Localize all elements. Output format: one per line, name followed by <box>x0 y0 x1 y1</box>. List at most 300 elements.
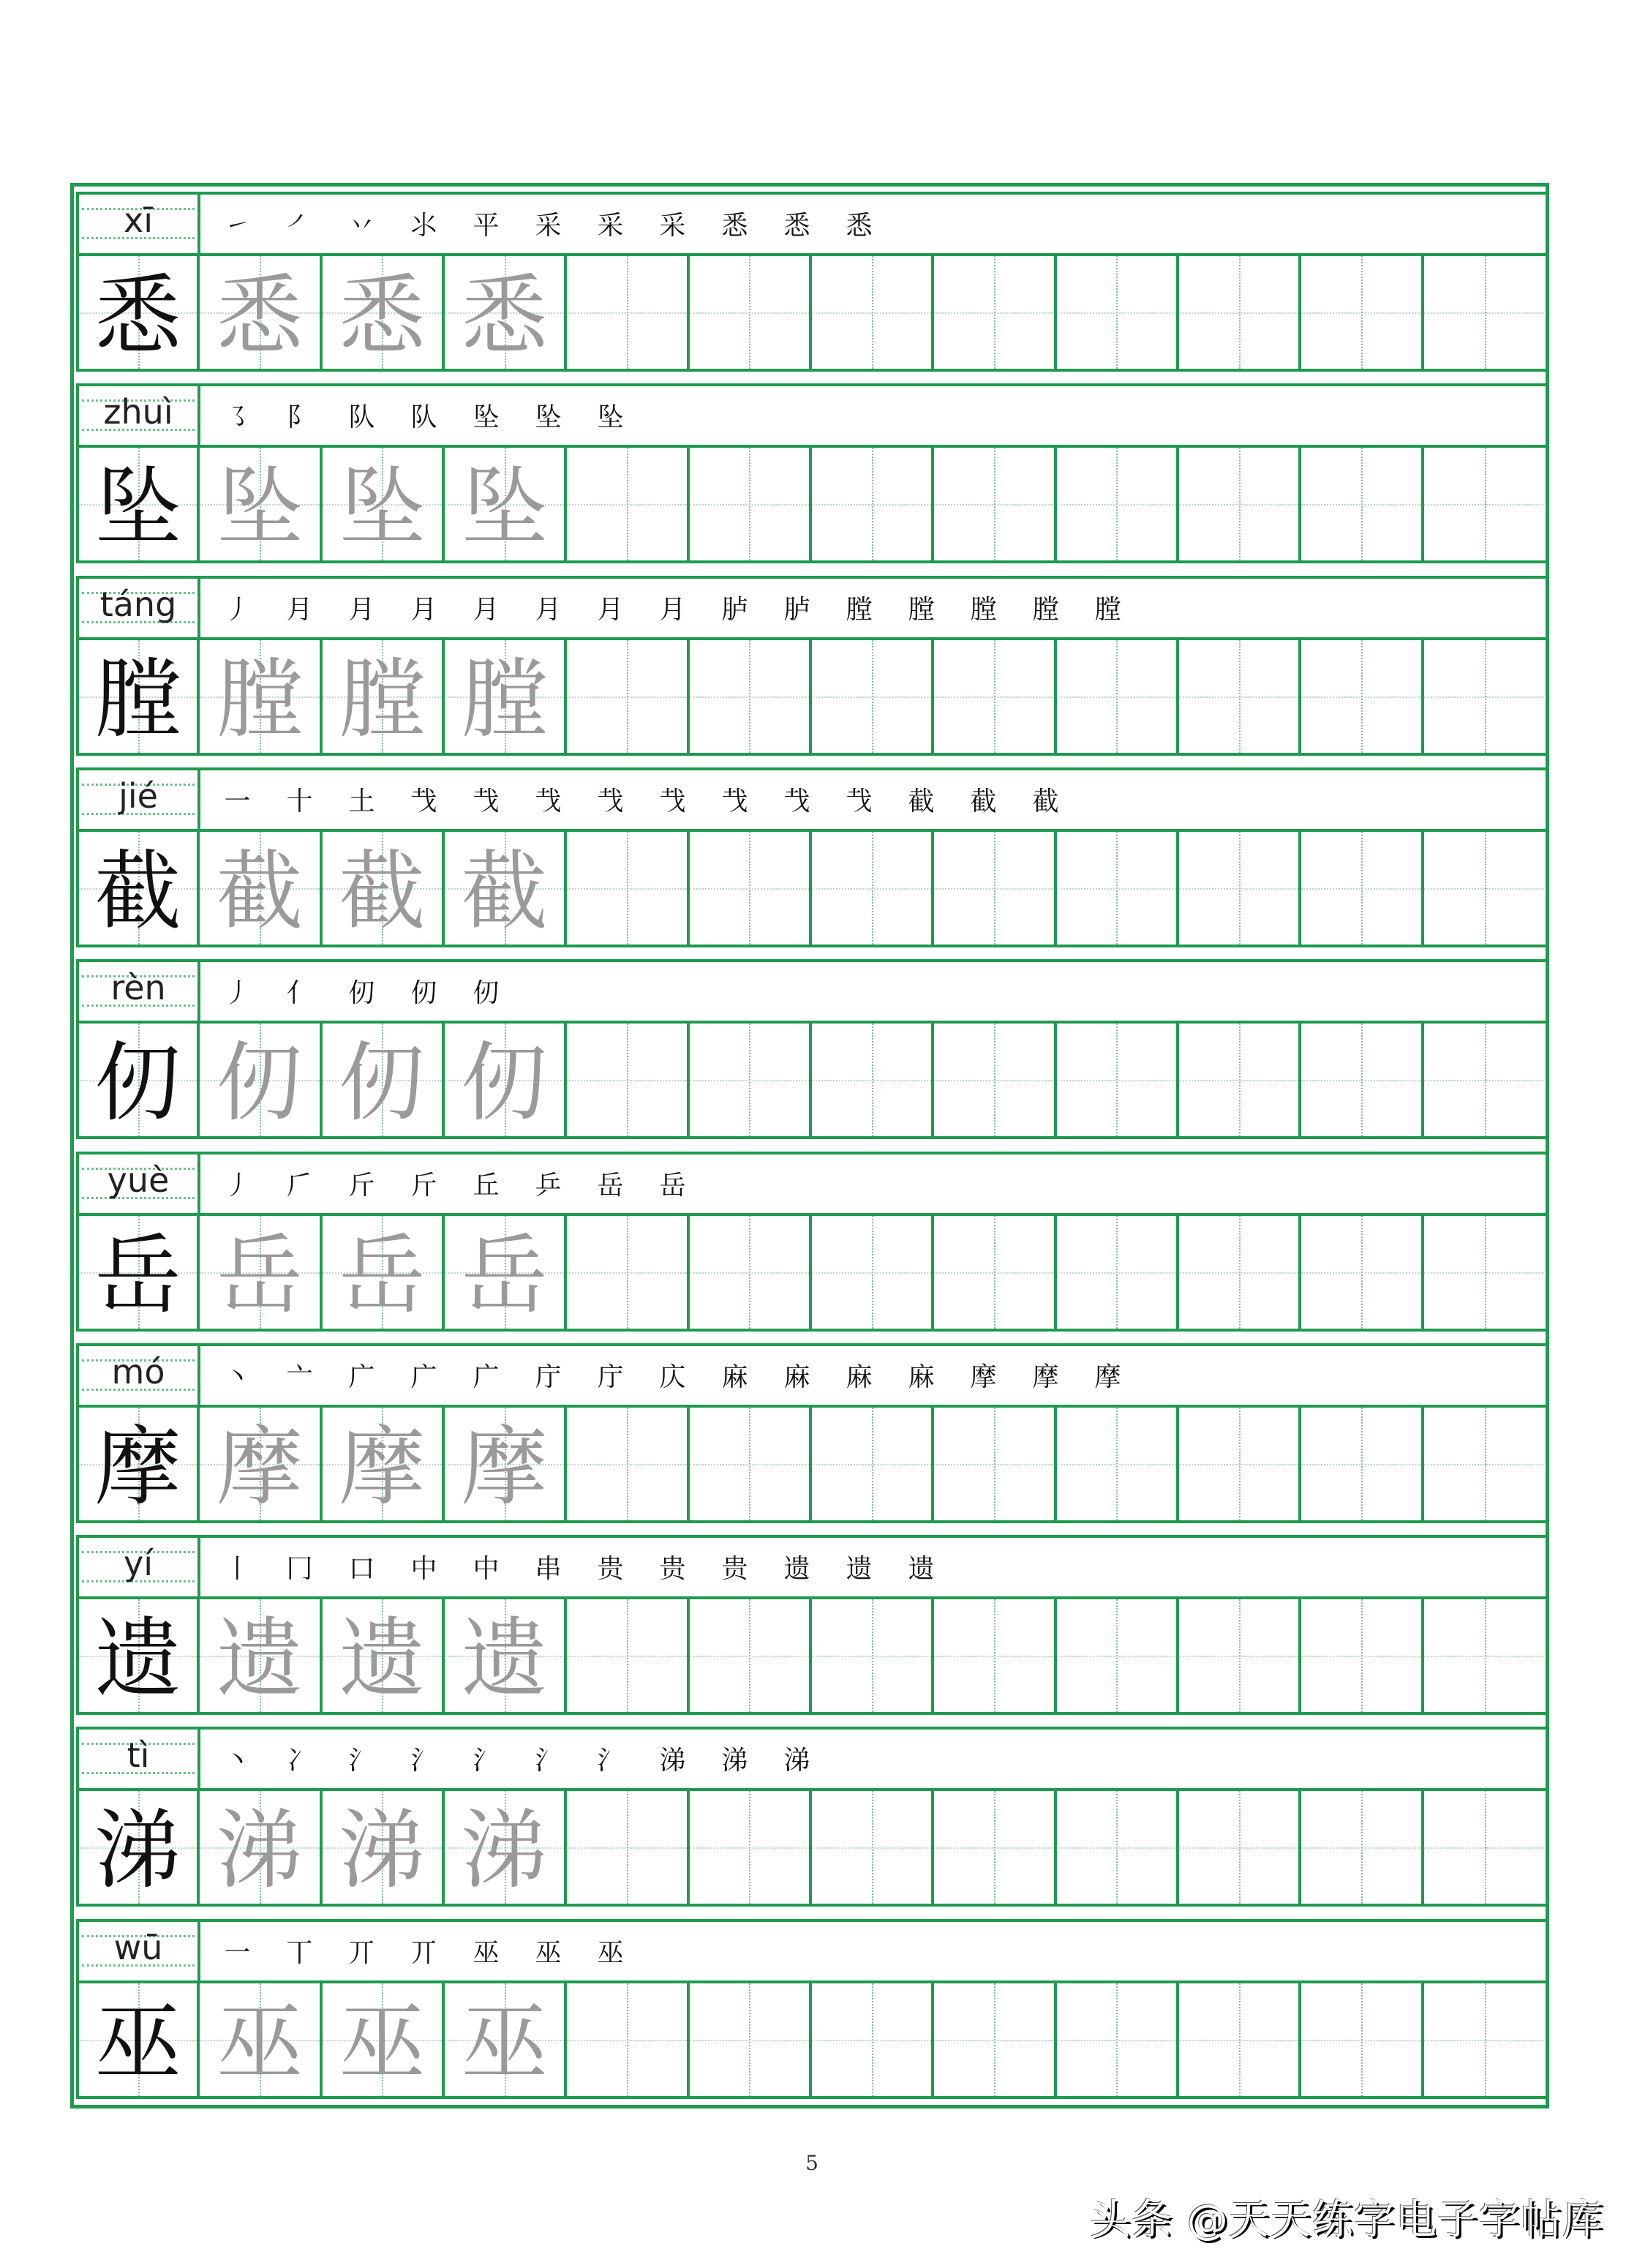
practice-cell <box>323 1599 445 1712</box>
practice-cell[interactable] <box>1057 1599 1179 1712</box>
pinyin-cell <box>79 1730 200 1788</box>
practice-cell[interactable] <box>1301 1408 1423 1520</box>
pinyin-row <box>79 1538 1546 1599</box>
pinyin-row <box>79 962 1546 1024</box>
practice-cell <box>200 832 322 945</box>
stroke-step: 膛 <box>970 594 997 625</box>
model-character: 涕 <box>94 1800 181 1901</box>
stroke-step: 丅 <box>286 1937 313 1968</box>
model-character: 坠 <box>94 457 181 558</box>
stroke-order <box>206 589 1139 626</box>
pinyin: yí <box>123 1544 153 1584</box>
stroke-step: 岳 <box>597 1170 624 1201</box>
practice-row <box>79 640 1546 753</box>
stroke-step: 悉 <box>721 211 748 241</box>
pinyin-row <box>79 386 1546 448</box>
practice-cell[interactable] <box>1179 1599 1301 1712</box>
practice-cell[interactable] <box>934 256 1056 369</box>
stroke-step: 遗 <box>783 1554 810 1585</box>
stroke-step: 队 <box>348 402 375 433</box>
stroke-step: 贵 <box>659 1554 686 1585</box>
stroke-order <box>206 1740 828 1777</box>
practice-cell[interactable] <box>1179 448 1301 560</box>
trace-character: 坠 <box>339 457 426 558</box>
practice-cell[interactable] <box>1424 256 1546 369</box>
stroke-step: 月 <box>535 594 562 625</box>
stroke-step: 斤 <box>348 1170 375 1201</box>
practice-cell[interactable] <box>1179 1408 1301 1520</box>
practice-cell[interactable] <box>1301 1216 1423 1329</box>
trace-character: 岳 <box>339 1224 426 1326</box>
practice-cell[interactable] <box>567 640 689 753</box>
model-cell <box>79 1599 200 1712</box>
stroke-step: 丨 <box>224 1554 251 1585</box>
practice-cell[interactable] <box>1424 832 1546 945</box>
practice-cell[interactable] <box>1179 1791 1301 1904</box>
trace-character: 仞 <box>217 1032 304 1134</box>
pinyin-cell <box>79 386 200 445</box>
practice-cell[interactable] <box>567 1408 689 1520</box>
practice-cell <box>323 256 445 369</box>
stroke-step: 贵 <box>597 1554 624 1585</box>
practice-cell[interactable] <box>1301 448 1423 560</box>
stroke-step: 月 <box>597 594 624 625</box>
stroke-step: 口 <box>348 1554 375 1585</box>
practice-cell[interactable] <box>1057 640 1179 753</box>
trace-character: 涕 <box>461 1800 548 1901</box>
practice-cell <box>200 1599 322 1712</box>
stroke-step: 广 <box>410 1362 437 1392</box>
practice-cell[interactable] <box>1424 1983 1546 2096</box>
stroke-step: 坠 <box>535 402 562 433</box>
pinyin: tì <box>127 1735 150 1776</box>
stroke-step: 巫 <box>535 1937 562 1968</box>
stroke-step: 斤 <box>410 1170 437 1201</box>
stroke-step: 坠 <box>597 402 624 433</box>
stroke-step: 膛 <box>846 594 873 625</box>
trace-character: 摩 <box>339 1416 426 1517</box>
practice-cell[interactable] <box>1301 256 1423 369</box>
stroke-step: 摩 <box>1094 1362 1121 1392</box>
practice-cell[interactable] <box>812 1216 934 1329</box>
stroke-step: ㇀ <box>224 211 251 241</box>
stroke-step: 月 <box>473 594 500 625</box>
stroke-step: 丿 <box>224 978 251 1009</box>
practice-cell[interactable] <box>1179 256 1301 369</box>
practice-cell[interactable] <box>812 256 934 369</box>
watermark: 头条 @天天练字电子字帖库 <box>1090 2196 1604 2244</box>
practice-cell[interactable] <box>1057 832 1179 945</box>
practice-cell[interactable] <box>1057 1983 1179 2096</box>
practice-cell[interactable] <box>934 832 1056 945</box>
practice-cell <box>323 448 445 560</box>
stroke-order <box>206 1165 704 1202</box>
stroke-step: 月 <box>410 594 437 625</box>
stroke-step: 广 <box>473 1362 500 1392</box>
stroke-step: 冂 <box>286 1554 313 1585</box>
practice-cell[interactable] <box>567 1216 689 1329</box>
practice-cell[interactable] <box>1179 1024 1301 1136</box>
stroke-step: 截 <box>908 786 935 816</box>
pinyin: xī <box>123 200 153 240</box>
model-cell <box>79 448 200 560</box>
model-character: 巫 <box>94 1991 181 2093</box>
pinyin-cell <box>79 1346 200 1405</box>
practice-cell[interactable] <box>690 1408 812 1520</box>
stroke-step: 阝 <box>286 402 313 433</box>
practice-cell[interactable] <box>812 1599 934 1712</box>
stroke-step: 摩 <box>970 1362 997 1392</box>
stroke-step: 𢦏 <box>783 786 810 816</box>
trace-character: 悉 <box>339 265 426 366</box>
stroke-step: 麻 <box>908 1362 935 1392</box>
model-cell <box>79 1024 200 1136</box>
stroke-order <box>206 781 1077 818</box>
practice-cell[interactable] <box>567 832 689 945</box>
practice-cell[interactable] <box>1179 1983 1301 2096</box>
practice-cell[interactable] <box>1179 832 1301 945</box>
character-block <box>76 1727 1549 1907</box>
trace-character: 岳 <box>217 1224 304 1326</box>
trace-character: 遗 <box>461 1608 548 1710</box>
practice-cell[interactable] <box>812 640 934 753</box>
practice-cell[interactable] <box>1057 1791 1179 1904</box>
stroke-step: 膛 <box>1032 594 1059 625</box>
practice-cell <box>445 1983 567 2096</box>
practice-cell <box>323 1216 445 1329</box>
character-block <box>76 1152 1549 1332</box>
practice-cell[interactable] <box>812 832 934 945</box>
stroke-step: 氵 <box>597 1746 624 1776</box>
model-character: 膛 <box>94 648 181 750</box>
practice-cell[interactable] <box>690 1791 812 1904</box>
practice-cell <box>200 448 322 560</box>
stroke-step: 𢦏 <box>473 786 500 816</box>
practice-cell[interactable] <box>690 1216 812 1329</box>
practice-cell[interactable] <box>1057 1216 1179 1329</box>
practice-row <box>79 1408 1546 1520</box>
pinyin-cell <box>79 1538 200 1596</box>
stroke-step: 队 <box>410 402 437 433</box>
model-cell <box>79 1791 200 1904</box>
pinyin-cell <box>79 770 200 829</box>
practice-cell[interactable] <box>1301 1791 1423 1904</box>
stroke-step: 仞 <box>473 978 500 1009</box>
stroke-step: 土 <box>348 786 375 816</box>
practice-cell <box>200 1408 322 1520</box>
stroke-step: 贵 <box>721 1554 748 1585</box>
stroke-step: 丌 <box>410 1937 437 1968</box>
model-cell <box>79 1216 200 1329</box>
pinyin-cell <box>79 962 200 1021</box>
practice-cell <box>323 1408 445 1520</box>
stroke-step: 庂 <box>659 1362 686 1392</box>
practice-cell[interactable] <box>1057 1408 1179 1520</box>
stroke-step: 巫 <box>597 1937 624 1968</box>
stroke-step: 乒 <box>535 1170 562 1201</box>
practice-cell[interactable] <box>934 448 1056 560</box>
trace-character: 巫 <box>461 1991 548 2093</box>
practice-cell[interactable] <box>1424 1216 1546 1329</box>
stroke-step: 采 <box>597 211 624 241</box>
character-block <box>76 1535 1549 1715</box>
practice-cell[interactable] <box>812 448 934 560</box>
practice-cell[interactable] <box>690 1599 812 1712</box>
practice-cell <box>200 1024 322 1136</box>
stroke-step: 丌 <box>348 1937 375 1968</box>
practice-cell[interactable] <box>1424 448 1546 560</box>
stroke-step: 遗 <box>908 1554 935 1585</box>
stroke-order <box>206 205 890 242</box>
practice-cell <box>445 1408 567 1520</box>
stroke-step: 膛 <box>1094 594 1121 625</box>
stroke-step: 𢦏 <box>721 786 748 816</box>
character-block <box>76 192 1549 372</box>
practice-cell[interactable] <box>690 640 812 753</box>
stroke-step: 涕 <box>721 1746 748 1776</box>
trace-character: 仞 <box>339 1032 426 1134</box>
character-block <box>76 383 1549 563</box>
practice-cell[interactable] <box>690 256 812 369</box>
pinyin-row <box>79 1922 1546 1983</box>
practice-cell <box>445 1024 567 1136</box>
pinyin: zhuì <box>103 392 173 432</box>
practice-cell[interactable] <box>690 1024 812 1136</box>
practice-cell <box>445 832 567 945</box>
stroke-order <box>206 1932 641 1970</box>
character-block <box>76 576 1549 756</box>
stroke-step: 中 <box>410 1554 437 1585</box>
trace-character: 巫 <box>339 1991 426 2093</box>
stroke-step: 一 <box>224 1937 251 1968</box>
character-block <box>76 959 1549 1139</box>
practice-cell[interactable] <box>812 1791 934 1904</box>
practice-cell <box>200 256 322 369</box>
trace-character: 悉 <box>217 265 304 366</box>
practice-cell <box>200 640 322 753</box>
pinyin-row <box>79 195 1546 256</box>
practice-cell <box>323 1791 445 1904</box>
practice-cell <box>323 640 445 753</box>
stroke-step: 串 <box>535 1554 562 1585</box>
stroke-step: 氵 <box>410 1746 437 1776</box>
stroke-order <box>206 1356 1139 1394</box>
character-block <box>76 767 1549 947</box>
model-character: 截 <box>94 840 181 942</box>
character-block <box>76 1343 1549 1523</box>
stroke-step: 悉 <box>846 211 873 241</box>
stroke-step: 遗 <box>846 1554 873 1585</box>
practice-cell[interactable] <box>1424 640 1546 753</box>
trace-character: 涕 <box>339 1800 426 1901</box>
stroke-step: 𢦏 <box>846 786 873 816</box>
practice-cell <box>445 1791 567 1904</box>
practice-cell[interactable] <box>1301 1983 1423 2096</box>
pinyin: jié <box>118 776 158 816</box>
practice-row <box>79 256 1546 369</box>
pinyin: mó <box>111 1351 165 1392</box>
pinyin-cell <box>79 579 200 637</box>
practice-cell <box>323 1983 445 2096</box>
practice-cell <box>323 832 445 945</box>
stroke-step: 坠 <box>473 402 500 433</box>
stroke-step: 悉 <box>783 211 810 241</box>
practice-cell[interactable] <box>1301 832 1423 945</box>
practice-cell[interactable] <box>1057 1024 1179 1136</box>
stroke-order <box>206 397 641 434</box>
practice-row <box>79 1599 1546 1712</box>
trace-character: 遗 <box>217 1608 304 1710</box>
stroke-step: 巫 <box>473 1937 500 1968</box>
practice-cell[interactable] <box>934 1599 1056 1712</box>
stroke-step: 截 <box>970 786 997 816</box>
trace-character: 坠 <box>217 457 304 558</box>
stroke-step: 采 <box>659 211 686 241</box>
practice-row <box>79 832 1546 945</box>
practice-cell[interactable] <box>690 1983 812 2096</box>
pinyin: táng <box>99 584 177 624</box>
stroke-step: 月 <box>286 594 313 625</box>
stroke-step: 庁 <box>535 1362 562 1392</box>
pinyin: wū <box>113 1927 163 1967</box>
model-character: 遗 <box>94 1608 181 1710</box>
pinyin: rèn <box>110 968 166 1008</box>
practice-row <box>79 1791 1546 1904</box>
trace-character: 膛 <box>339 648 426 750</box>
stroke-step: 丿 <box>224 594 251 625</box>
model-cell <box>79 1408 200 1520</box>
stroke-step: 膛 <box>908 594 935 625</box>
practice-cell[interactable] <box>934 1408 1056 1520</box>
pinyin-row <box>79 579 1546 640</box>
practice-cell[interactable] <box>567 256 689 369</box>
trace-character: 膛 <box>461 648 548 750</box>
practice-cell[interactable] <box>934 1983 1056 2096</box>
practice-cell[interactable] <box>934 1791 1056 1904</box>
pinyin-cell <box>79 195 200 253</box>
stroke-step: 丶 <box>224 1362 251 1392</box>
trace-character: 摩 <box>461 1416 548 1517</box>
practice-cell <box>445 640 567 753</box>
model-cell <box>79 1983 200 2096</box>
practice-cell[interactable] <box>690 832 812 945</box>
practice-cell[interactable] <box>1301 1024 1423 1136</box>
practice-cell[interactable] <box>690 448 812 560</box>
model-character: 悉 <box>94 265 181 366</box>
practice-cell[interactable] <box>812 1408 934 1520</box>
trace-character: 岳 <box>461 1224 548 1326</box>
practice-cell[interactable] <box>1424 1024 1546 1136</box>
pinyin-cell <box>79 1922 200 1980</box>
pinyin-cell <box>79 1154 200 1213</box>
practice-cell[interactable] <box>934 640 1056 753</box>
practice-cell[interactable] <box>567 448 689 560</box>
practice-cell[interactable] <box>1179 1216 1301 1329</box>
stroke-step: ⺢ <box>410 211 437 241</box>
practice-cell <box>445 448 567 560</box>
practice-cell <box>445 256 567 369</box>
practice-row <box>79 1216 1546 1329</box>
practice-cell <box>445 1599 567 1712</box>
practice-cell[interactable] <box>1301 1599 1423 1712</box>
trace-character: 悉 <box>461 265 548 366</box>
trace-character: 仞 <box>461 1032 548 1134</box>
stroke-step: 𢦏 <box>659 786 686 816</box>
practice-cell[interactable] <box>934 1024 1056 1136</box>
stroke-step: 丶 <box>224 1746 251 1776</box>
stroke-step: 仞 <box>410 978 437 1009</box>
pinyin-row <box>79 1346 1546 1408</box>
stroke-step: 广 <box>348 1362 375 1392</box>
stroke-step: 𠂆 <box>286 1170 313 1201</box>
model-cell <box>79 640 200 753</box>
trace-character: 截 <box>339 840 426 942</box>
practice-cell[interactable] <box>1424 1408 1546 1520</box>
stroke-step: 月 <box>659 594 686 625</box>
practice-cell[interactable] <box>567 1024 689 1136</box>
stroke-step: 涕 <box>783 1746 810 1776</box>
stroke-step: 𢦏 <box>535 786 562 816</box>
stroke-step: 丷 <box>348 211 375 241</box>
practice-cell[interactable] <box>1057 448 1179 560</box>
stroke-order <box>206 972 517 1010</box>
model-cell <box>79 256 200 369</box>
trace-character: 遗 <box>339 1608 426 1710</box>
practice-cell <box>323 1024 445 1136</box>
pinyin: yuè <box>107 1160 170 1200</box>
practice-cell[interactable] <box>1424 1791 1546 1904</box>
practice-cell[interactable] <box>1301 640 1423 753</box>
stroke-step: 十 <box>286 786 313 816</box>
practice-cell[interactable] <box>1424 1599 1546 1712</box>
practice-row <box>79 1024 1546 1136</box>
practice-cell[interactable] <box>934 1216 1056 1329</box>
stroke-step: 丘 <box>473 1170 500 1201</box>
stroke-step: 冫 <box>286 1746 313 1776</box>
practice-cell[interactable] <box>567 1599 689 1712</box>
character-block <box>76 1919 1549 2099</box>
trace-character: 截 <box>461 840 548 942</box>
practice-cell[interactable] <box>812 1024 934 1136</box>
model-cell <box>79 832 200 945</box>
practice-row <box>79 1983 1546 2096</box>
model-character: 岳 <box>94 1224 181 1326</box>
trace-character: 膛 <box>217 648 304 750</box>
practice-cell[interactable] <box>567 1791 689 1904</box>
practice-cell[interactable] <box>812 1983 934 2096</box>
stroke-step: ㇌ <box>224 402 251 433</box>
stroke-step: 一 <box>224 786 251 816</box>
trace-character: 涕 <box>217 1800 304 1901</box>
stroke-step: 摩 <box>1032 1362 1059 1392</box>
practice-cell[interactable] <box>567 1983 689 2096</box>
stroke-order <box>206 1548 952 1585</box>
stroke-step: 中 <box>473 1554 500 1585</box>
trace-character: 截 <box>217 840 304 942</box>
stroke-step: 月 <box>348 594 375 625</box>
practice-cell <box>200 1983 322 2096</box>
practice-cell <box>445 1216 567 1329</box>
stroke-step: 亠 <box>286 1362 313 1392</box>
trace-character: 坠 <box>461 457 548 558</box>
stroke-step: 氵 <box>473 1746 500 1776</box>
trace-character: 摩 <box>217 1416 304 1517</box>
stroke-step: 岳 <box>659 1170 686 1201</box>
stroke-step: 丿 <box>224 1170 251 1201</box>
practice-cell[interactable] <box>1179 640 1301 753</box>
practice-cell[interactable] <box>1057 256 1179 369</box>
stroke-step: 亻 <box>286 978 313 1009</box>
